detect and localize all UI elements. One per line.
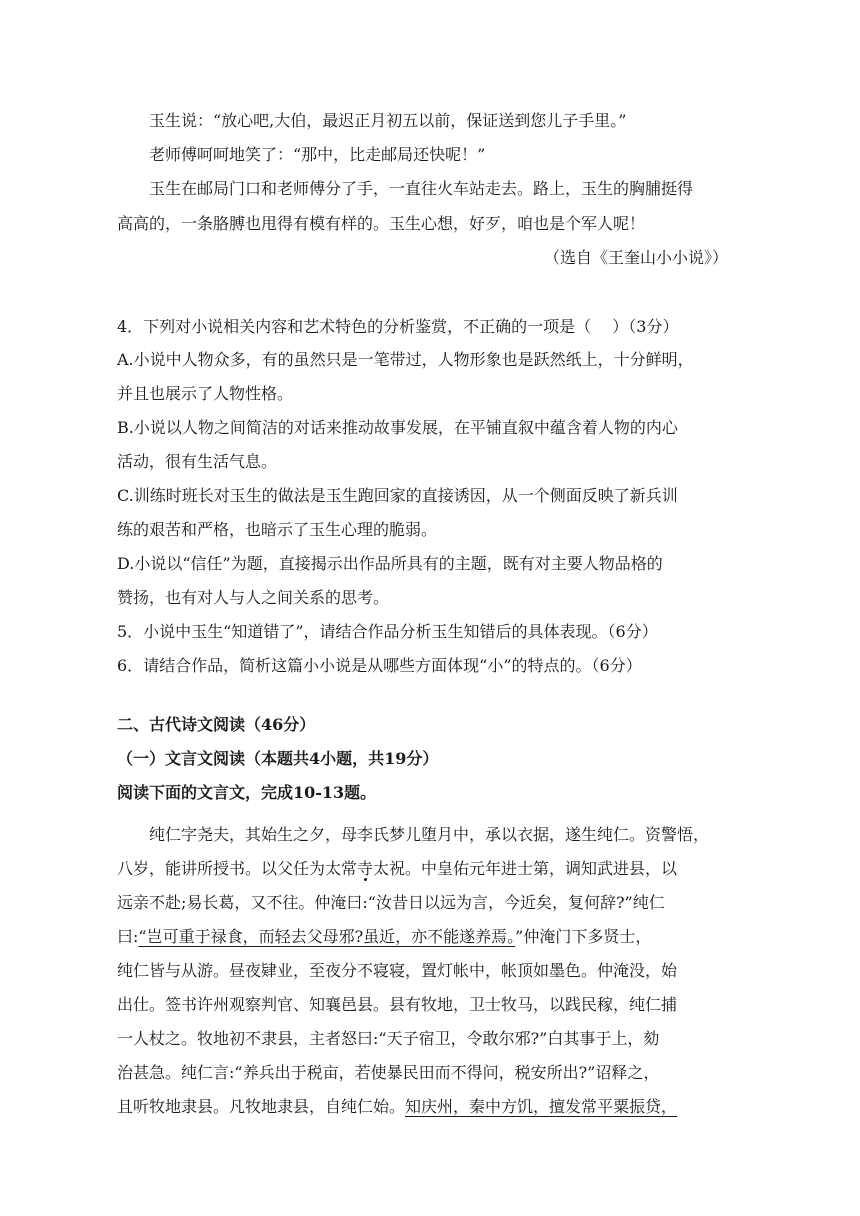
underlined-sentence-2: 知庆州，秦中方饥，擅发常平粟振贷， (405, 1097, 678, 1116)
question-4: 4．下列对小说相关内容和艺术特色的分析鉴赏，不正确的一项是（ ）（3分） (117, 317, 679, 336)
option-c-line-1: C.训练时班长对玉生的做法是玉生跑回家的直接诱因，从一个侧面反映了新兵训 (117, 486, 678, 505)
section-subheading: （一）文言文阅读（本题共4小题，共19分） (117, 749, 439, 768)
story-source: （选自《王奎山小小说》） (543, 248, 728, 267)
option-a-line-1: A.小说中人物众多，有的虽然只是一笔带过，人物形象也是跃然纸上，十分鲜明， (117, 350, 694, 369)
question-6: 6．请结合作品，简析这篇小小说是从哪些方面体现“小”的特点的。（6分） (117, 656, 642, 675)
option-a-line-2: 并且也展示了人物性格。 (117, 384, 294, 403)
question-5: 5．小说中玉生“知道错了”，请结合作品分析玉生知错后的具体表现。（6分） (117, 622, 658, 641)
underlined-sentence-1: “岂可重于禄食，而轻去父母邪?虽近，亦不能遂养焉。 (138, 927, 516, 946)
classical-line-2 (117, 852, 757, 886)
classical-line-2-start: 八岁，能讲所授书。以父任为 (117, 859, 326, 878)
option-d-line-2: 赞扬，也有对人与人之间关系的思考。 (117, 588, 390, 607)
classical-line-8: 治甚急。纯仁言:“养兵出于税亩，若使暴民田而不得问，税安所出?”诏释之， (117, 1063, 660, 1082)
classical-line-4-start: 曰: (117, 927, 139, 946)
option-d-line-1: D.小说以“信任”为题，直接揭示出作品所具有的主题，既有对主要人物品格的 (117, 554, 663, 573)
story-line-1: 玉生说：“放心吧,大伯，最迟正月初五以前，保证送到您儿子手里。” (149, 111, 627, 130)
classical-line-1: 纯仁字尧夫，其始生之夕，母李氏梦儿堕月中，承以衣据，遂生纯仁。资警悟， (149, 825, 710, 844)
option-b-line-2: 活动，很有生活气息。 (117, 452, 278, 471)
story-line-2: 老师傅呵呵地笑了：“那中，比走邮局还快呢！” (149, 145, 486, 164)
dotted-term: 太常寺太祝 (325, 859, 406, 878)
classical-line-4-end: ”仲淹门下多贤士， (515, 927, 652, 946)
classical-line-5: 纯仁皆与从游。昼夜肄业，至夜分不寝寝，置灯帐中，帐顶如墨色。仲淹没，始 (117, 961, 678, 980)
section-instruction: 阅读下面的文言文，完成10-13题。 (117, 783, 377, 802)
classical-line-3: 远亲不赴;易长葛，又不往。仲淹曰:“汝昔日以远为言，今近矣，复何辞?”纯仁 (117, 893, 665, 912)
option-c-line-2: 练的艰苦和严格，也暗示了玉生心理的脆弱。 (117, 520, 438, 539)
story-line-3: 玉生在邮局门口和老师傅分了手，一直往火车站走去。路上，玉生的胸脯挺得 (149, 179, 694, 198)
section-heading: 二、古代诗文阅读（46分） (117, 715, 316, 734)
classical-line-2-end: 。中皇佑元年进士第，调知武进县，以 (405, 859, 678, 878)
classical-line-4 (117, 920, 757, 954)
story-line-4: 高高的，一条胳膊也甩得有模有样的。玉生心想，好歹，咱也是个军人呢！ (117, 214, 646, 233)
classical-line-6: 出仕。签书许州观察判官、知襄邑县。县有牧地，卫士牧马，以践民稼，纯仁捕 (117, 995, 678, 1014)
classical-line-7: 一人杖之。牧地初不隶县，主者怒曰:“天子宿卫，令敢尔邪?”白其事于上，劾 (117, 1029, 660, 1048)
classical-line-9 (117, 1090, 757, 1124)
option-b-line-1: B.小说以人物之间简洁的对话来推动故事发展，在平铺直叙中蕴含着人物的内心 (117, 418, 678, 437)
classical-line-9-start: 且听牧地隶县。凡牧地隶县，自纯仁始。 (117, 1097, 406, 1116)
